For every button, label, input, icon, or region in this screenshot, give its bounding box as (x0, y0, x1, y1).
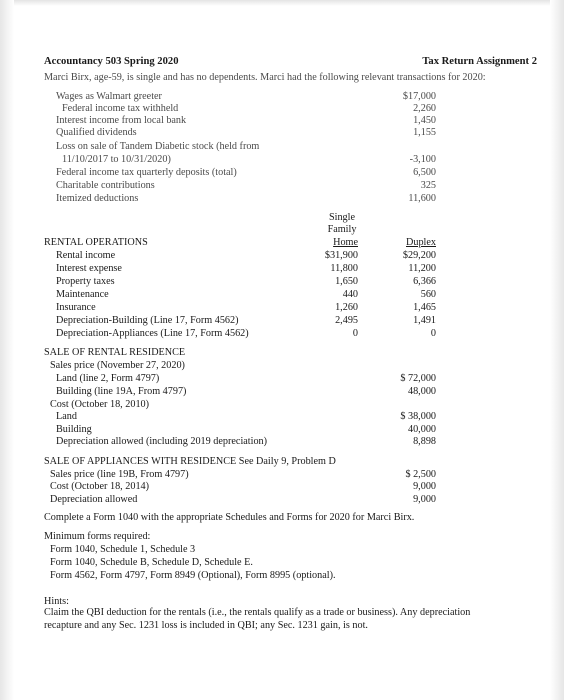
appliance-cost-label: Cost (October 18, 2014) (50, 481, 150, 492)
forms-line: Form 1040, Schedule 1, Schedule 3 (50, 544, 196, 555)
rental-row-label: Insurance (56, 302, 96, 313)
col-duplex-header: Duplex (406, 237, 436, 248)
cost-label: Cost (October 18, 2010) (50, 399, 150, 410)
rental-title: RENTAL OPERATIONS (44, 237, 148, 248)
rental-row-label: Property taxes (56, 276, 115, 287)
appliance-depr-value: 9,000 (413, 494, 436, 505)
page-right-shadow (550, 0, 564, 700)
hints-line: recapture and any Sec. 1231 loss is included in QBI; any Sec. 1231 gain, is not. (44, 620, 368, 631)
appliance-depr-label: Depreciation allowed (50, 494, 138, 505)
income-label: Loss on sale of Tandem Diabetic stock (held from (56, 141, 260, 152)
forms-line: Form 4562, Form 4797, Form 8949 (Optional), Form 8995 (optional). (50, 570, 336, 581)
income-label: Interest income from local bank (56, 115, 187, 126)
income-value: $17,000 (402, 91, 436, 102)
income-value: 1,450 (413, 115, 436, 126)
land-label: Land (line 2, Form 4797) (56, 373, 160, 384)
depreciation-value: 8,898 (413, 436, 436, 447)
page-top-shadow (0, 0, 564, 6)
income-value: -3,100 (409, 154, 436, 165)
income-label: 11/10/2017 to 10/31/2020) (62, 154, 171, 165)
depreciation-label: Depreciation allowed (including 2019 depreciation) (56, 436, 268, 447)
rental-row-label: Depreciation-Appliances (Line 17, Form 4562) (56, 328, 249, 339)
rental-duplex-value: 560 (420, 289, 436, 300)
rental-duplex-value: 6,366 (413, 276, 436, 287)
rental-home-value: 440 (342, 289, 358, 300)
appliance-cost-value: 9,000 (413, 481, 436, 492)
course-title: Accountancy 503 Spring 2020 (44, 56, 179, 67)
land-value: $ 72,000 (400, 373, 436, 384)
income-value: 11,600 (408, 193, 436, 204)
building-value: 48,000 (407, 386, 436, 397)
building-label: Building (line 19A, From 4797) (56, 386, 187, 397)
appliance-sales-label: Sales price (line 19B, From 4797) (50, 469, 189, 480)
hints-title: Hints: (44, 596, 69, 607)
rental-duplex-value: 11,200 (408, 263, 436, 274)
rental-duplex-value: 1,465 (413, 302, 436, 313)
income-label: Federal income tax withheld (62, 103, 179, 114)
rental-row-label: Depreciation-Building (Line 17, Form 4562) (56, 315, 239, 326)
minimum-forms-title: Minimum forms required: (44, 531, 151, 542)
cost-land-label: Land (56, 411, 77, 422)
rental-row-label: Rental income (56, 250, 116, 261)
cost-land-value: $ 38,000 (400, 411, 436, 422)
cost-building-label: Building (56, 424, 92, 435)
cost-building-value: 40,000 (407, 424, 436, 435)
income-value: 2,260 (413, 103, 436, 114)
hints-line: Claim the QBI deduction for the rentals (i.e., the rentals qualify as a trade or business). Any depreciation (44, 607, 471, 618)
intro-text: Marci Birx, age-59, is single and has no dependents. Marci had the following relevant transactions for 2020: (44, 72, 486, 83)
income-label: Charitable contributions (56, 180, 155, 191)
income-label: Wages as Walmart greeter (56, 91, 162, 102)
sales-price-label: Sales price (November 27, 2020) (50, 360, 185, 371)
rental-home-value: 2,495 (335, 315, 358, 326)
rental-row-label: Maintenance (56, 289, 109, 300)
rental-home-value: $31,900 (324, 250, 358, 261)
col-home-header: Home (333, 237, 358, 248)
rental-duplex-value: $29,200 (402, 250, 436, 261)
forms-line: Form 1040, Schedule B, Schedule D, Schedule E. (50, 557, 253, 568)
appliance-sales-value: $ 2,500 (405, 469, 436, 480)
rental-home-value: 11,800 (330, 263, 358, 274)
rental-row-label: Interest expense (56, 263, 122, 274)
rental-home-value: 1,650 (335, 276, 358, 287)
income-label: Qualified dividends (56, 127, 137, 138)
rental-home-value: 1,260 (335, 302, 358, 313)
rental-home-value: 0 (352, 328, 358, 339)
rental-duplex-value: 0 (430, 328, 436, 339)
income-value: 6,500 (413, 167, 436, 178)
income-value: 1,155 (413, 127, 436, 138)
col-home-line2: Family (327, 224, 357, 235)
complete-instruction: Complete a Form 1040 with the appropriate Schedules and Forms for 2020 for Marci Birx. (44, 512, 415, 523)
assignment-title: Tax Return Assignment 2 (422, 56, 537, 67)
rental-duplex-value: 1,491 (413, 315, 436, 326)
col-home-line1: Single (328, 212, 356, 223)
income-label: Itemized deductions (56, 193, 139, 204)
section-title: SALE OF APPLIANCES WITH RESIDENCE See Daily 9, Problem D (44, 456, 336, 467)
income-value: 325 (420, 180, 436, 191)
page-left-shadow (0, 0, 14, 700)
section-title: SALE OF RENTAL RESIDENCE (44, 347, 186, 358)
income-label: Federal income tax quarterly deposits (total) (56, 167, 237, 178)
